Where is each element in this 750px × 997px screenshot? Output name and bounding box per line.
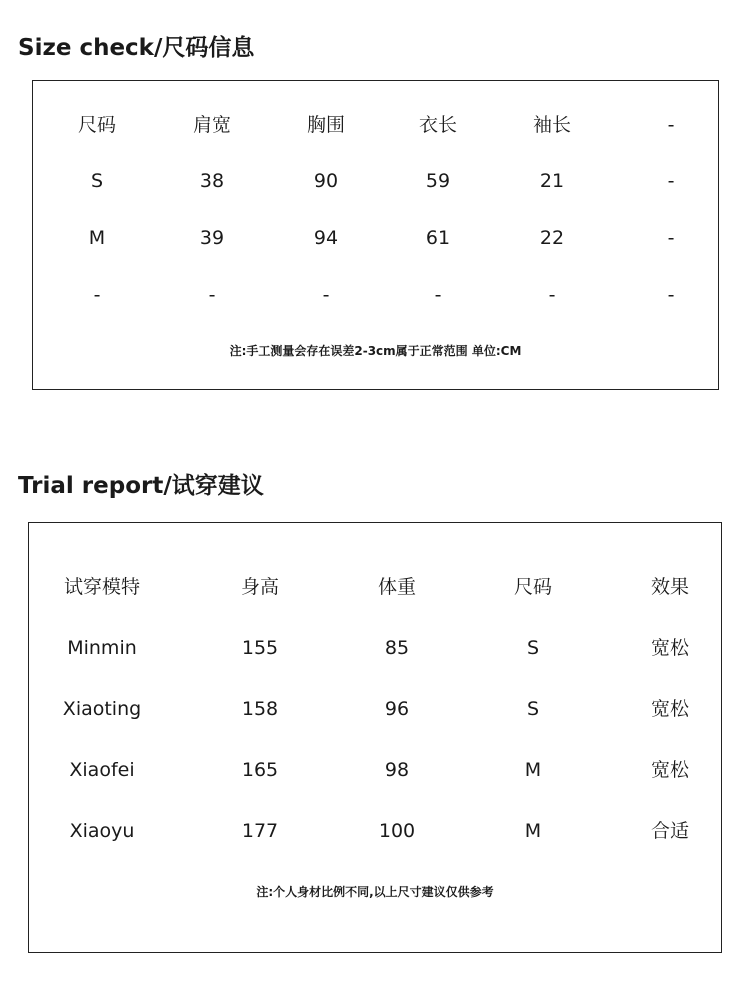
- trial-table: [28, 522, 722, 953]
- size-header-cell: 袖长: [532, 114, 571, 136]
- size-header-cell: 尺码: [77, 114, 116, 136]
- trial-header-cell: 体重: [377, 576, 416, 598]
- trial-cell: 宽松: [650, 698, 689, 720]
- trial-cell: 165: [241, 759, 279, 781]
- trial-cell: 宽松: [650, 637, 689, 659]
- size-cell: -: [667, 284, 675, 306]
- trial-cell: Minmin: [67, 637, 137, 659]
- trial-cell: 100: [378, 820, 416, 842]
- size-header-cell: -: [667, 114, 675, 136]
- trial-cell: Xiaoyu: [69, 820, 135, 842]
- size-cell: -: [667, 227, 675, 249]
- trial-cell: 158: [241, 698, 279, 720]
- size-cell: M: [88, 227, 106, 249]
- size-cell: -: [434, 284, 442, 306]
- size-header-cell: 衣长: [418, 114, 457, 136]
- trial-cell: 宽松: [650, 759, 689, 781]
- trial-cell: Xiaofei: [69, 759, 135, 781]
- trial-cell: 合适: [650, 820, 689, 842]
- trial-report-title: Trial report/试穿建议: [18, 473, 264, 499]
- size-cell: -: [667, 170, 675, 192]
- size-note: 注:手工测量会存在误差2-3cm属于正常范围 单位:CM: [229, 344, 522, 358]
- size-cell: 94: [313, 227, 339, 249]
- size-header-cell: 胸围: [306, 114, 345, 136]
- trial-cell: 98: [384, 759, 410, 781]
- size-cell: 39: [199, 227, 225, 249]
- trial-cell: S: [526, 698, 540, 720]
- size-cell: 61: [425, 227, 451, 249]
- trial-cell: 85: [384, 637, 410, 659]
- size-cell: -: [208, 284, 216, 306]
- size-table: [32, 80, 719, 390]
- trial-cell: M: [524, 759, 542, 781]
- trial-note: 注:个人身材比例不同,以上尺寸建议仅供参考: [256, 885, 494, 899]
- size-cell: 38: [199, 170, 225, 192]
- trial-header-cell: 尺码: [513, 576, 552, 598]
- size-cell: -: [548, 284, 556, 306]
- size-cell: 22: [539, 227, 565, 249]
- size-cell: 90: [313, 170, 339, 192]
- trial-header-cell: 身高: [240, 576, 279, 598]
- trial-cell: 155: [241, 637, 279, 659]
- size-cell: -: [322, 284, 330, 306]
- trial-cell: S: [526, 637, 540, 659]
- trial-header-cell: 试穿模特: [63, 576, 140, 598]
- size-cell: 21: [539, 170, 565, 192]
- size-header-cell: 肩宽: [192, 114, 231, 136]
- trial-header-cell: 效果: [650, 576, 689, 598]
- size-cell: -: [93, 284, 101, 306]
- trial-cell: 96: [384, 698, 410, 720]
- size-cell: S: [90, 170, 104, 192]
- size-cell: 59: [425, 170, 451, 192]
- size-check-title: Size check/尺码信息: [18, 35, 255, 61]
- trial-cell: M: [524, 820, 542, 842]
- trial-cell: 177: [241, 820, 279, 842]
- trial-cell: Xiaoting: [62, 698, 142, 720]
